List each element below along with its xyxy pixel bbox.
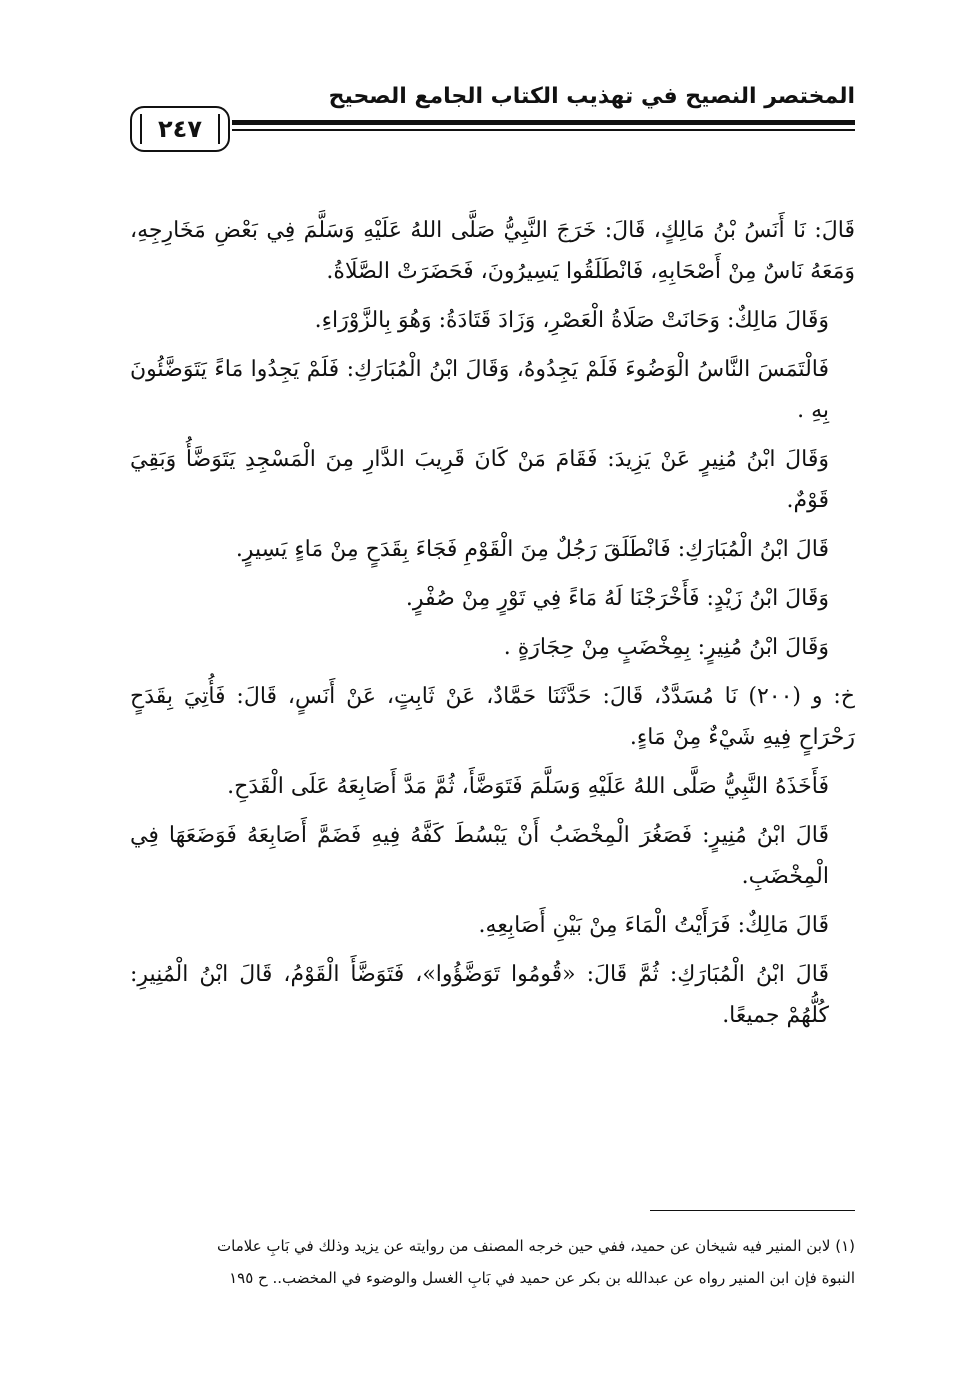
footnotes — [130, 1230, 855, 1294]
footnote-separator — [650, 1210, 855, 1211]
header-rule-thin — [232, 129, 855, 131]
paragraph-2: وَقَالَ مَالِكٌ: وَحَانَتْ صَلَاةُ الْعَصْرِ، وَزَادَ قَتَادَةُ: وَهُوَ بِالزَّوْرَاءِ. — [314, 308, 829, 333]
paragraph-7: وَقَالَ ابْنُ مُنِيرٍ: بِمِخْضَبٍ مِنْ حِجَارَةٍ . — [503, 635, 829, 660]
paragraph-12: قَالَ ابْنُ الْمُبَارَكِ: ثُمَّ قَالَ: «قُومُوا تَوَضَّؤُوا»، فَتَوَضَّأَ الْقَوْمُ، قَالَ ابْنُ الْمُنِيرِ: كُلُّهُمْ جميعًا. — [130, 962, 829, 1028]
paragraph-8: خ: و (٢٠٠) نَا مُسَدَّدٌ، قَالَ: حَدَّثَنَا حَمَّادٌ، عَنْ ثَابِتٍ، عَنْ أَنَسٍ، قَالَ: فَأُتِيَ بِقَدَحٍ رَحْرَاحٍ فِيهِ شَيْءٌ مِنْ مَاءٍ. — [130, 684, 855, 750]
paragraph-11: قَالَ مَالِكٌ: فَرَأَيْتُ الْمَاءَ مِنْ بَيْنِ أَصَابِعِهِ. — [478, 913, 829, 938]
main-text — [130, 210, 855, 1044]
running-header-title: المختصر النصيح في تهذيب الكتاب الجامع الصحيح — [328, 84, 855, 109]
header-rule-thick — [232, 120, 855, 125]
paragraph-4: وَقَالَ ابْنُ مُنِيرٍ عَنْ يَزِيدَ: فَقَامَ مَنْ كَانَ قَرِيبَ الدَّارِ مِنَ الْمَسْجِدِ يَتَوَضَّأُ وَبَقِيَ قَوْمٌ. — [130, 447, 829, 513]
paragraph-1: قَالَ: نَا أَنَسُ بْنُ مَالِكٍ، قَالَ: خَرَجَ النَّبِيُّ صَلَّى اللهُ عَلَيْهِ وَسَلَّمَ فِي بَعْضِ مَخَارِجِهِ، وَمَعَهُ نَاسٌ مِنْ أَصْحَابِهِ، فَانْطَلَقُوا يَسِيرُونَ، فَحَضَرَتْ الصَّلَاةُ. — [130, 218, 855, 284]
paragraph-3: فَالْتَمَسَ النَّاسُ الْوَضُوءَ فَلَمْ يَجِدُوهُ، وَقَالَ ابْنُ الْمُبَارَكِ: فَلَمْ يَجِدُوا مَاءً يَتَوَضَّئُونَ بِهِ . — [130, 357, 829, 423]
page-number: ٢٤٧ — [158, 115, 202, 143]
footnote-line-1: (١) لابن المنير فيه شيخان عن حميد، ففي حين خرجه المصنف من روايته عن يزيد وذلك في بَابِ علامات — [217, 1237, 855, 1255]
paragraph-5: قَالَ ابْنُ الْمُبَارَكِ: فَانْطَلَقَ رَجُلٌ مِنَ الْقَوْمِ فَجَاءَ بِقَدَحٍ مِنْ مَاءٍ يَسِيرٍ. — [235, 537, 829, 562]
paragraph-6: وَقَالَ ابْنُ زَيْدٍ: فَأَخْرَجْنَا لَهُ مَاءً فِي تَوْرٍ مِنْ صُفْرٍ. — [405, 586, 829, 611]
paragraph-9: فَأَخَذَهُ النَّبِيُّ صَلَّى اللهُ عَلَيْهِ وَسَلَّمَ فَتَوَضَّأَ، ثُمَّ مَدَّ أَصَابِعَهُ عَلَى الْقَدَحِ. — [227, 774, 829, 799]
paragraph-10: قَالَ ابْنُ مُنِيرٍ: فَصَغُرَ الْمِخْضَبُ أَنْ يَبْسُطَ كَفَّهُ فِيهِ فَضَمَّ أَصَابِعَهُ فَوَضَعَهَا فِي الْمِخْضَبِ. — [130, 823, 829, 889]
page-number-frame — [130, 106, 230, 152]
footnote-line-2: النبوة فإن ابن المنير رواه عن عبدالله بن بكر عن حميد في بَابِ الغسل والوضوء في المخضب.. ح ١٩٥ — [229, 1269, 855, 1287]
